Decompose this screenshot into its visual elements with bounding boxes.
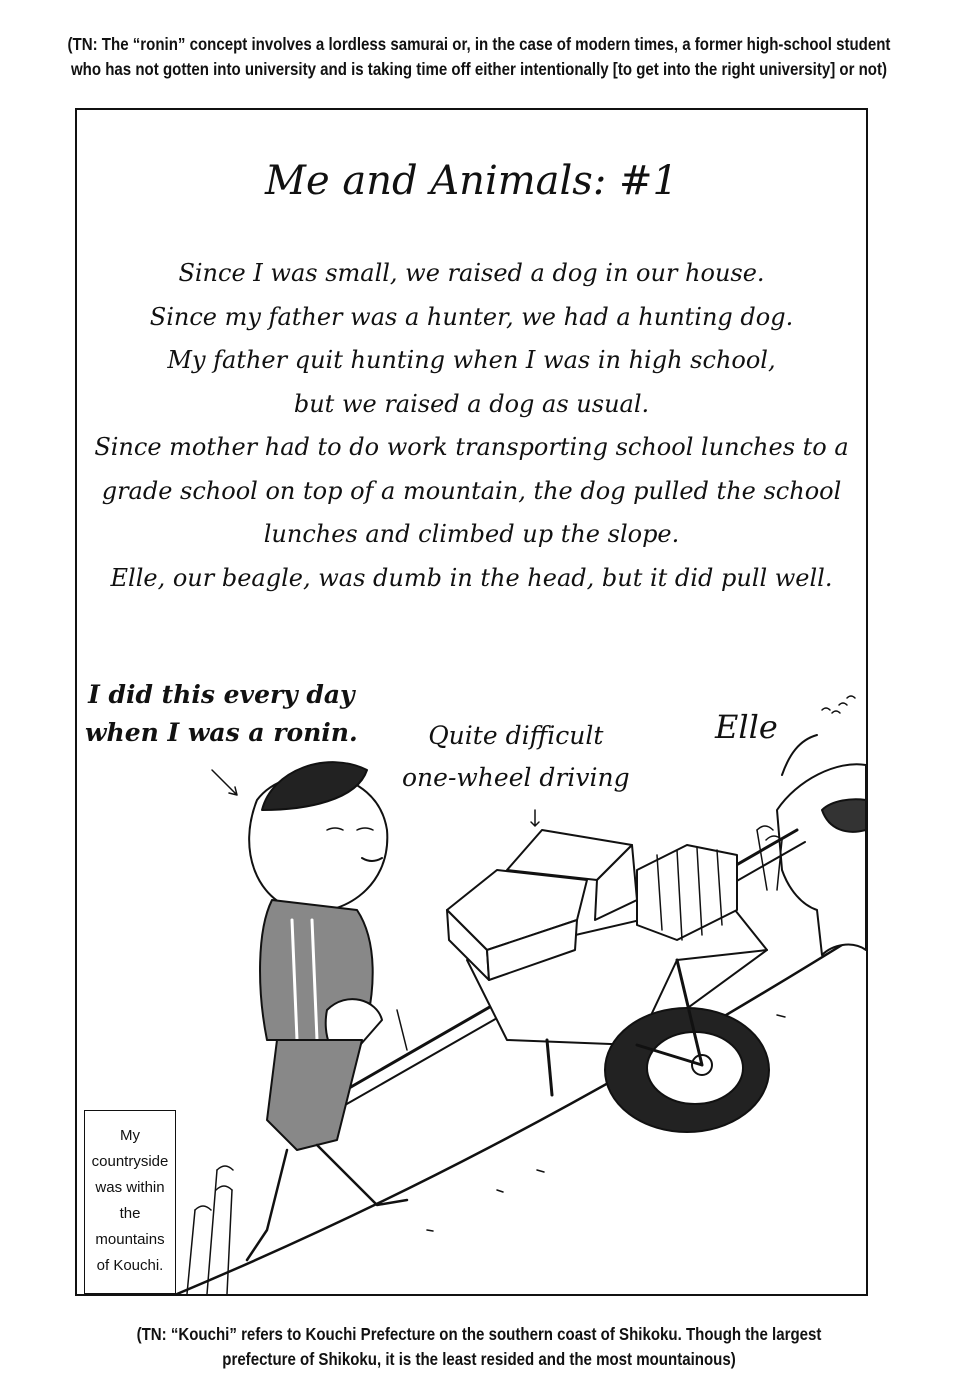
translator-note-bottom-line-2: prefecture of Shikoku, it is the least resided and the most mountainous) [222,1349,736,1369]
elle-label: Elle [715,708,778,746]
caption-line: of Kouchi. [96,1257,164,1274]
ronin-label-line-2: when I was a ronin. [85,718,358,747]
translator-note-top-line-2: who has not gotten into university and is taking time off either intentionally [to get into the right university] or not) [70,59,888,79]
page-title: Me and Animals: #1 [265,158,678,204]
caption-box [84,1110,176,1294]
wheel-label-line-2: one-wheel driving [402,763,630,792]
caption-line: mountains [95,1231,165,1248]
translator-note-bottom-line-1: (TN: “Kouchi” refers to Kouchi Prefecture on the southern coast of Shikoku. Though the largest [136,1324,822,1344]
translator-note-top [67,32,891,82]
ronin-label-line-1: I did this every day [88,680,355,709]
body-line: Elle, our beagle, was dumb in the head, but it did pull well. [110,563,833,592]
caption-line: My [120,1127,140,1144]
body-line: Since mother had to do work transporting school lunches to a [94,433,849,461]
body-line: grade school on top of a mountain, the dog pulled the school [101,476,842,505]
wheel-label-line-1: Quite difficult [428,721,604,750]
body-line: lunches and climbed up the slope. [263,520,680,548]
body-line: but we raised a dog as usual. [293,389,650,418]
ronin-label [85,676,358,752]
body-line: My father quit hunting when I was in high school, [167,346,776,374]
comic-panel [75,108,868,1296]
translator-note-top-line-1: (TN: The “ronin” concept involves a lordless samurai or, in the case of modern times, a former high-school student [67,34,891,54]
body-line: Since my father was a hunter, we had a hunting dog. [149,302,794,331]
caption-line: the [119,1205,141,1222]
caption-line: was within [95,1179,165,1196]
wheel-label [402,715,630,799]
caption-line: countryside [91,1153,169,1170]
body-line: Since I was small, we raised a dog in our house. [178,259,765,287]
translator-note-bottom [67,1322,891,1372]
body-text [77,252,866,600]
